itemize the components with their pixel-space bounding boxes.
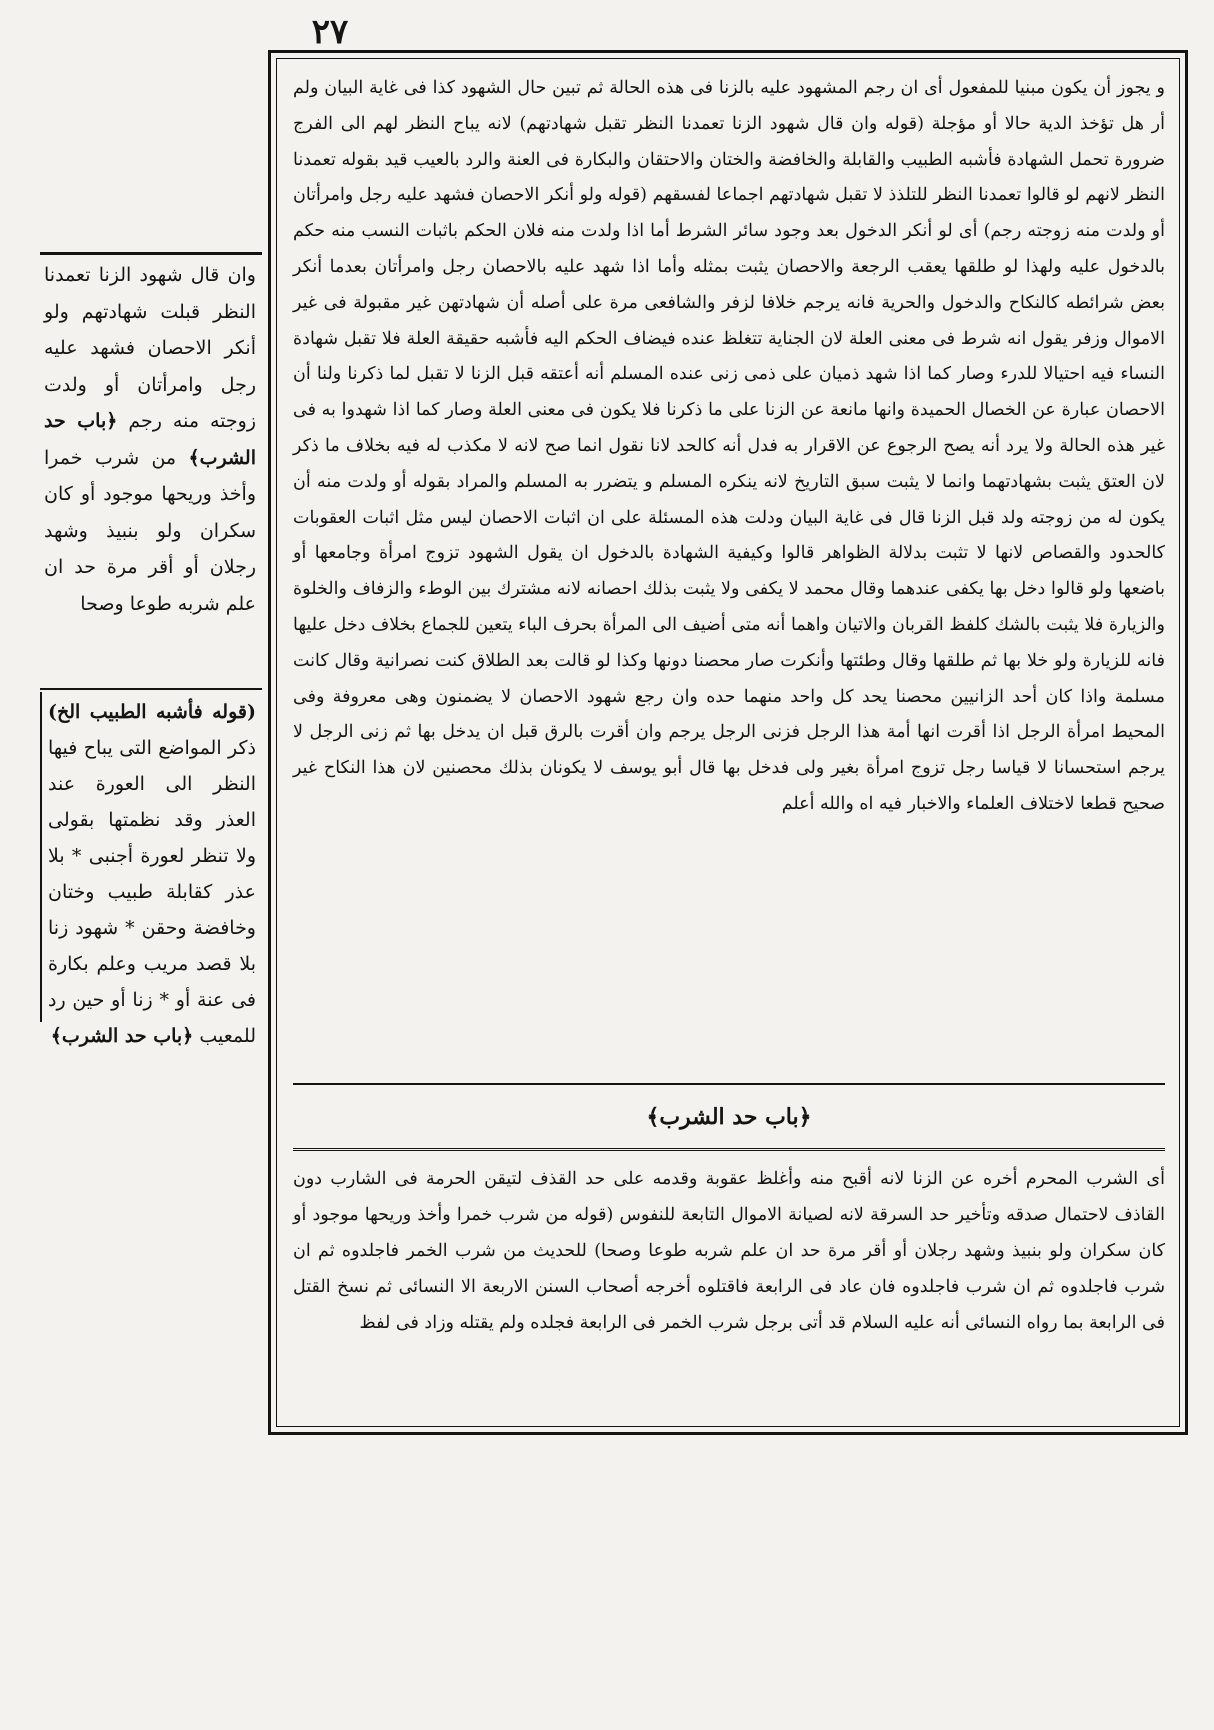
matn-column <box>40 252 262 682</box>
gloss-section-heading: ﴿باب حد الشرب﴾ <box>50 1025 194 1047</box>
matn-section-heading: ﴿باب حد الشرب﴾ <box>44 410 256 469</box>
section-rule-top <box>293 1083 1165 1085</box>
gloss-text <box>42 692 262 1047</box>
matn-text-part-1: وان قال شهود الزنا تعمدنا النظر قبلت شهادتهم ولو أنكر الاحصان فشهد عليه رجل وامرأتان أو ولدت زوجته منه رجم <box>44 264 256 432</box>
section-paragraph: أى الشرب المحرم أخره عن الزنا لانه أقبح منه وأغلظ عقوبة وقدمه على حد القذف لتيقن الحرمة فى الشارب دون القاذف لاحتمال صدقه وتأخير حد السرقة لانه لصيانة الاموال التابعة للنفوس (قوله من شرب خمرا وأخذ وريحها موجود أو كان سكران ولو بنبيذ وشهد رجلان أو أقر مرة حد ان علم شربه طوعا وصحا) للحديث من شرب الخمر فاجلدوه ثم ان شرب فاجلدوه ثم ان شرب فاجلدوه فان عاد فى الرابعة فاقتلوه أخرجه أصحاب السنن الاربعة الا النسائى ثم نسخ القتل فى الرابعة بما رواه النسائى أنه عليه السلام قد أتى برجل شرب الخمر فى الرابعة فجلده ولم يقتله وزاد فى لفظ <box>293 1169 1165 1333</box>
gloss-label: (قوله فأشبه الطبيب الخ) <box>48 701 256 723</box>
matn-text-part-2: من شرب خمرا وأخذ وريحها موجود أو كان سكران ولو بنبيذ وشهد رجلان أو أقر مرة حد ان علم شربه طوعا وصحا <box>44 446 256 615</box>
gloss-text-body: ذكر المواضع التى يباح فيها النظر الى العورة عند العذر وقد نظمتها بقولى ولا تنظر لعورة أجنبى * بلا عذر كقابلة طبيب وختان وخافضة وحقن * شهود زنا بلا قصد مريب وعلم بكارة فى عنة أو * زنا أو حين رد للمعيب <box>48 737 256 1047</box>
section-heading: ﴿باب حد الشرب﴾ <box>646 1104 812 1130</box>
commentary-paragraph: و يجوز أن يكون مبنيا للمفعول أى ان رجم المشهود عليه بالزنا فى هذه الحالة ثم تبين حال الشهود كذا فى غاية البيان ولم أر هل تؤخذ الدية حالا أو مؤجلة (قوله وان قال شهود الزنا تعمدنا النظر تقبل شهادتهم) لانه يباح النظر لهم الى الفرج ضرورة تحمل الشهادة فأشبه الطبيب والقابلة والخافضة والختان والاحتقان والبكارة فى العنة والرد بالعيب قيد بقوله تعمدنا النظر لانهم لو قالوا تعمدنا النظر للتلذذ لا تقبل شهادتهم اجماعا لفسقهم (قوله ولو أنكر الاحصان فشهد عليه رجل وامرأتان أو ولدت منه زوجته رجم) أى لو أنكر الدخول بعد وجود سائر الشرط أما اذا ولدت منه فلان الحكم باثبات النسب منه حكم بالدخول عليه ولهذا لو طلقها يعقب الرجعة والاحصان يثبت بمثله وأما اذا شهد عليه بالاحصان رجل وامرأتان بعدما أنكر بعض شرائطه كالنكاح والدخول والحرية فانه يرجم خلافا لزفر والشافعى مرة على أصله أن شهادتهن غير مقبولة فى غير الاموال وزفر يقول انه شرط فى معنى العلة لان الجناية تتغلظ عنده فيضاف الحكم اليه فأشبه حقيقة العلة فلا تقبل شهادة النساء فيه احتيالا للدرء وصار كما اذا شهد ذميان على ذمى زنى عنده المسلم أنه أعتقه قبل الزنا لا تقبل لما ذكرنا ولنا أن الاحصان عبارة عن الخصال الحميدة وانها مانعة عن الزنا على ما ذكرنا فلا يكون فى معنى العلة وصار كما اذا شهدوا به فى غير هذه الحالة ولا يرد أنه يصح الرجوع عن الاقرار به فدل أنه كالحد لانا نقول انما صح لانه لا مكذب له فيه بخلاف ما ذكر لان العتق يثبت بشهادتهما وانما لا يثبت سبق التاريخ لانه ينكره المسلم و يتضرر به المسلم والمراد بقوله أو ولدت منه أن يكون له من زوجته ولد قبل الزنا قال فى غاية البيان ودلت هذه المسئلة على ان اثبات الاحصان ليس مثل اثبات العقوبات كالحدود والقصاص لانها لا تثبت بدلالة الظواهر قالوا وكيفية الشهادة بالدخول ان يقول الشهود تزوج امرأة وجامعها أو باضعها ولو قالوا دخل بها يكفى عندهما وقال محمد لا يكفى ولا يثبت بذلك احصانه لانه مشترك بين الوطء والزفاف والخلوة والزيارة فلا يثبت بالشك كلفظ القربان والاتيان واهما أنه متى أضيف الى المرأة بحرف الباء يتعين للجماع بخلاف دخل عليها فانه للزيارة ولو خلا بها ثم طلقها وقال وطئتها وأنكرت صار محصنا دونها وكذا لو قالت بعد الطلاق كنت نصرانية وقال كانت مسلمة واذا كان أحد الزانيين محصنا يحد كل واحد منهما حده وان رجع شهود الاحصان لا يضمنون وهى معروفة وفى المحيط امرأة الرجل اذا أقرت انها أمة هذا الرجل فزنى الرجل يرجم وان أقرت بالرق قبل ان يدخل بها ثم زنى الرجل لا يرجم استحسانا لا قياسا رجل تزوج امرأة بغير ولى فدخل بها قال أبو يوسف لا يكونان بذلك محصنين لان هذا النكاح غير صحيح قطعا لاختلاف العلماء والاخبار فيه اه والله أعلم <box>293 78 1165 814</box>
main-commentary-frame <box>268 50 1188 1435</box>
matn-text <box>40 255 262 681</box>
gloss-column <box>40 692 262 1047</box>
section-rule-bottom <box>293 1148 1165 1151</box>
side-divider <box>40 688 262 690</box>
page-number: ٢٧ <box>311 12 349 52</box>
